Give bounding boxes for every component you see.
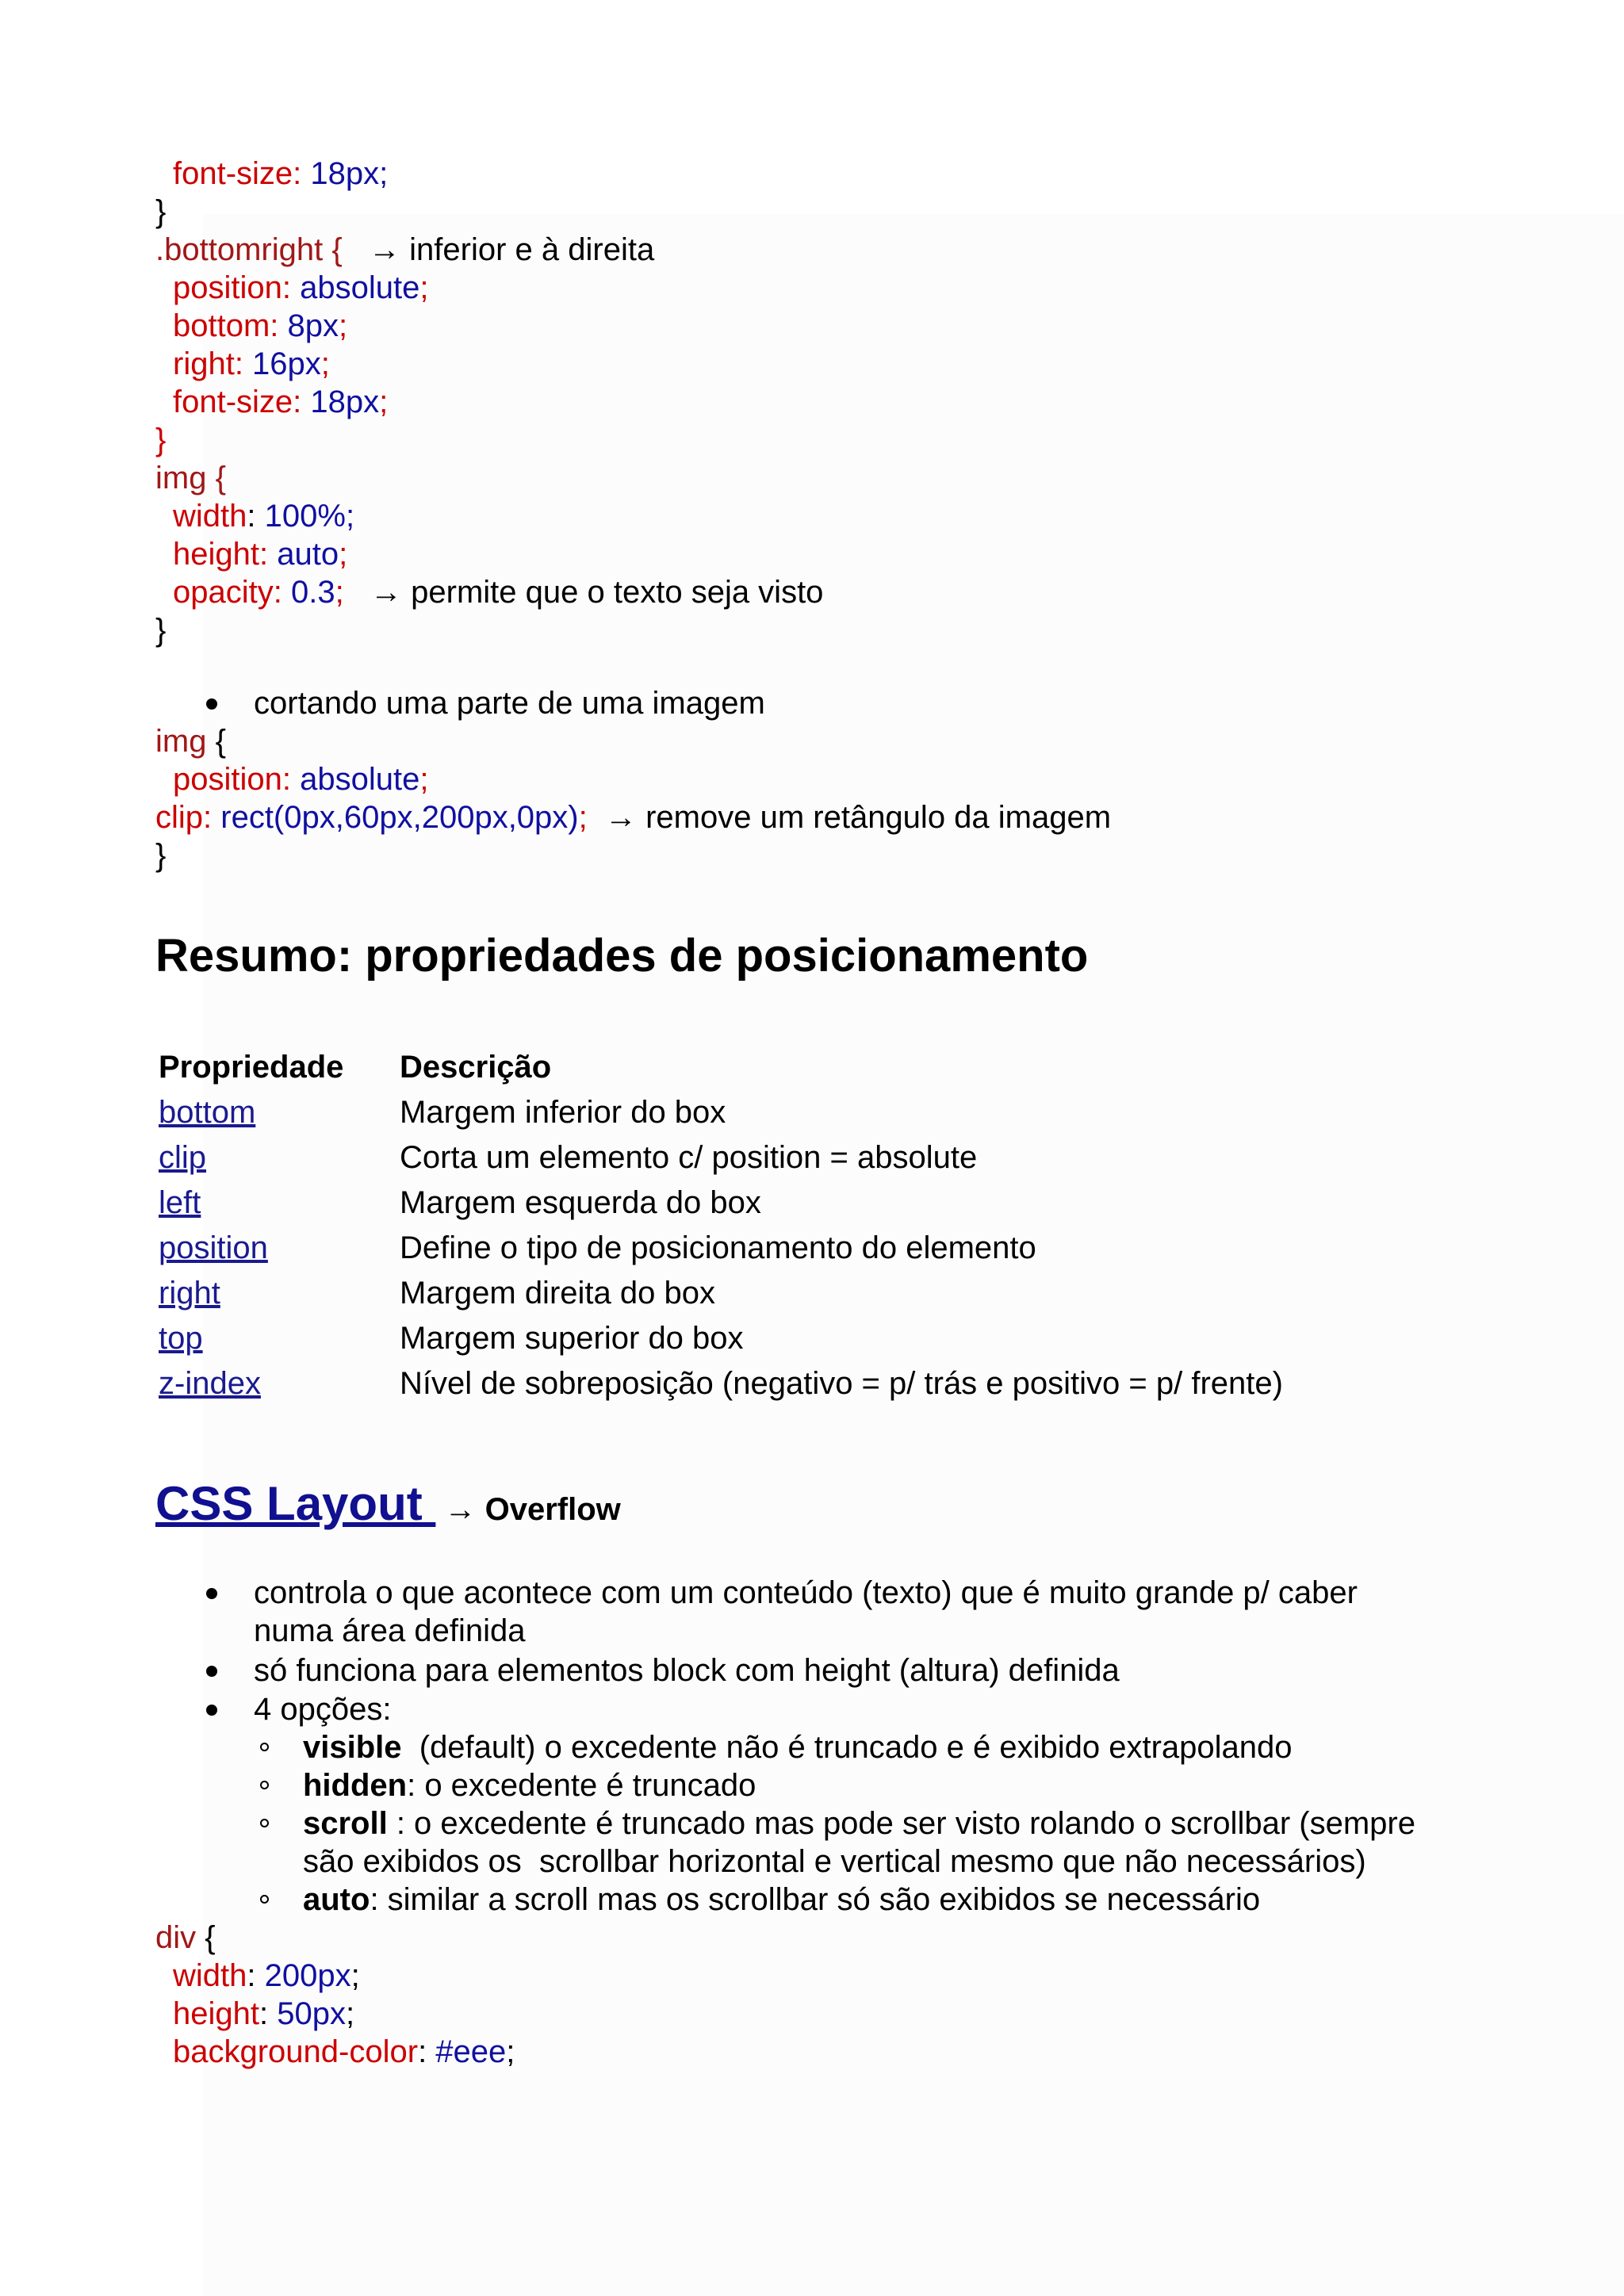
css-property: right: xyxy=(173,346,243,381)
code-line xyxy=(155,231,654,269)
bullet-text-continued: numa área definida xyxy=(254,1613,526,1648)
overflow-subtitle: Overflow xyxy=(485,1492,621,1527)
option-auto xyxy=(303,1881,1260,1919)
bullet-text: só funciona para elementos block com height (altura) definida xyxy=(254,1653,1120,1688)
property-description: Margem inferior do box xyxy=(400,1095,726,1130)
option-text: : o excedente é truncado xyxy=(407,1768,756,1803)
code-line xyxy=(173,307,347,345)
colon: : xyxy=(247,499,256,534)
css-property: width xyxy=(173,499,247,534)
property-link-top[interactable]: top xyxy=(159,1321,203,1356)
option-label: visible xyxy=(303,1730,402,1765)
sub-bullet-icon xyxy=(260,1743,269,1751)
semicolon: ; xyxy=(339,308,348,343)
property-description: Margem direita do box xyxy=(400,1276,715,1311)
bullet-icon xyxy=(206,1588,217,1599)
opening-brace: { xyxy=(196,1920,216,1955)
closing-brace: } xyxy=(155,838,167,873)
code-note: → permite que o texto seja visto xyxy=(343,575,824,610)
css-value: 16px xyxy=(243,346,321,381)
table-row xyxy=(155,1226,1283,1271)
semicolon: ; xyxy=(578,800,588,835)
css-property: height xyxy=(173,1996,259,2031)
option-visible xyxy=(303,1728,1293,1766)
opening-brace: { xyxy=(206,461,226,496)
code-line xyxy=(173,573,823,611)
colon: : xyxy=(247,1958,256,1993)
table-row xyxy=(155,1090,1283,1135)
semicolon: ; xyxy=(506,2034,515,2069)
property-link-bottom[interactable]: bottom xyxy=(159,1095,256,1130)
bullet-text: 4 opções: xyxy=(254,1692,392,1727)
semicolon: ; xyxy=(345,499,355,534)
semicolon: ; xyxy=(419,762,429,797)
arrow-right-icon: → xyxy=(435,1492,485,1527)
css-property: width xyxy=(173,1958,247,1993)
closing-brace: } xyxy=(155,194,167,229)
code-note: → inferior e à direita xyxy=(342,232,655,267)
option-text: (default) o excedente não é truncado e é exibido extrapolando xyxy=(401,1730,1293,1765)
code-line xyxy=(155,459,226,497)
sub-bullet-icon xyxy=(260,1819,269,1827)
table-row xyxy=(155,1316,1283,1361)
overflow-heading xyxy=(155,1476,621,1531)
colon: : xyxy=(418,2034,427,2069)
code-line xyxy=(173,497,354,535)
code-line xyxy=(155,1919,216,1957)
css-value: 100% xyxy=(255,499,346,534)
summary-heading: Resumo: propriedades de posicionamento xyxy=(155,930,1089,982)
css-layout-link[interactable]: CSS Layout xyxy=(155,1477,436,1530)
property-description: Margem esquerda do box xyxy=(400,1185,761,1220)
code-line xyxy=(173,2033,515,2071)
css-property: background-color xyxy=(173,2034,419,2069)
code-line xyxy=(173,760,428,798)
css-selector: div xyxy=(155,1920,197,1955)
css-value: 50px xyxy=(268,1996,346,2031)
bullet-icon xyxy=(206,698,217,710)
code-line xyxy=(155,421,166,459)
code-line xyxy=(173,535,347,573)
code-line xyxy=(155,722,226,760)
properties-table xyxy=(155,1045,1283,1406)
css-selector: img xyxy=(155,461,207,496)
css-value: #eee xyxy=(427,2034,507,2069)
code-line xyxy=(173,269,428,307)
property-link-z-index[interactable]: z-index xyxy=(159,1366,261,1401)
css-value: rect(0px,60px,200px,0px) xyxy=(212,800,579,835)
option-text: : o excedente é truncado mas pode ser visto rolando o scrollbar (sempre xyxy=(387,1806,1415,1841)
css-value: 18px xyxy=(301,385,380,419)
sub-bullet-icon xyxy=(260,1781,269,1789)
table-header-row xyxy=(155,1045,1283,1090)
code-line xyxy=(173,1995,354,2033)
css-value: absolute xyxy=(290,270,420,305)
semicolon: ; xyxy=(379,385,389,419)
option-label: hidden xyxy=(303,1768,408,1803)
semicolon: ; xyxy=(419,270,429,305)
opening-brace: { xyxy=(206,724,226,759)
css-property: bottom: xyxy=(173,308,279,343)
bullet-icon xyxy=(206,1666,217,1677)
css-property: font-size: xyxy=(173,385,302,419)
css-property: position: xyxy=(173,762,291,797)
table-row xyxy=(155,1181,1283,1226)
column-header-property: Propriedade xyxy=(159,1050,344,1085)
column-header-description: Descrição xyxy=(400,1050,552,1085)
semicolon: ; xyxy=(335,575,344,610)
property-description: Corta um elemento c/ position = absolute xyxy=(400,1140,978,1175)
property-link-position[interactable]: position xyxy=(159,1230,268,1265)
css-property: font-size: xyxy=(173,156,302,191)
code-line xyxy=(173,383,388,421)
bullet-text: cortando uma parte de uma imagem xyxy=(254,686,765,721)
semicolon: ; xyxy=(350,1958,360,1993)
code-line xyxy=(173,1957,360,1995)
closing-brace: } xyxy=(155,613,167,648)
css-value: 8px xyxy=(278,308,339,343)
table-row xyxy=(155,1135,1283,1181)
table-row xyxy=(155,1361,1283,1406)
code-line xyxy=(155,611,166,649)
semicolon: ; xyxy=(379,156,389,191)
code-note: → remove um retângulo da imagem xyxy=(587,800,1112,835)
css-value: absolute xyxy=(290,762,420,797)
css-property: height: xyxy=(173,537,269,572)
sub-bullet-icon xyxy=(260,1895,269,1904)
code-line xyxy=(173,155,388,193)
bullet-icon xyxy=(206,1705,217,1716)
semicolon: ; xyxy=(345,1996,355,2031)
option-scroll xyxy=(303,1804,1415,1843)
css-value: 200px xyxy=(255,1958,351,1993)
semicolon: ; xyxy=(320,346,330,381)
bullet-text: controla o que acontece com um conteúdo (texto) que é muito grande p/ caber xyxy=(254,1575,1358,1610)
css-value: auto xyxy=(268,537,339,572)
property-link-clip[interactable]: clip xyxy=(159,1140,207,1175)
code-line xyxy=(155,798,1111,836)
css-value: 0.3 xyxy=(282,575,335,610)
css-selector: .bottomright { xyxy=(155,232,343,267)
property-link-left[interactable]: left xyxy=(159,1185,201,1220)
option-hidden xyxy=(303,1766,756,1804)
code-line xyxy=(155,193,166,231)
semicolon: ; xyxy=(339,537,348,572)
css-value: 18px xyxy=(301,156,380,191)
colon: : xyxy=(259,1996,269,2031)
property-description: Margem superior do box xyxy=(400,1321,744,1356)
css-property: opacity: xyxy=(173,575,282,610)
closing-brace: } xyxy=(155,423,167,457)
property-link-right[interactable]: right xyxy=(159,1276,220,1311)
property-description: Nível de sobreposição (negativo = p/ trás e positivo = p/ frente) xyxy=(400,1366,1283,1401)
code-line xyxy=(155,836,166,874)
code-line xyxy=(173,345,330,383)
option-label: auto xyxy=(303,1882,370,1917)
css-selector: img xyxy=(155,724,207,759)
css-property: position: xyxy=(173,270,291,305)
css-property: clip: xyxy=(155,800,213,835)
option-text: : similar a scroll mas os scrollbar só são exibidos se necessário xyxy=(370,1882,1261,1917)
option-label: scroll xyxy=(303,1806,388,1841)
option-text-continued: são exibidos os scrollbar horizontal e vertical mesmo que não necessários) xyxy=(303,1844,1366,1879)
table-row xyxy=(155,1271,1283,1316)
property-description: Define o tipo de posicionamento do elemento xyxy=(400,1230,1036,1265)
